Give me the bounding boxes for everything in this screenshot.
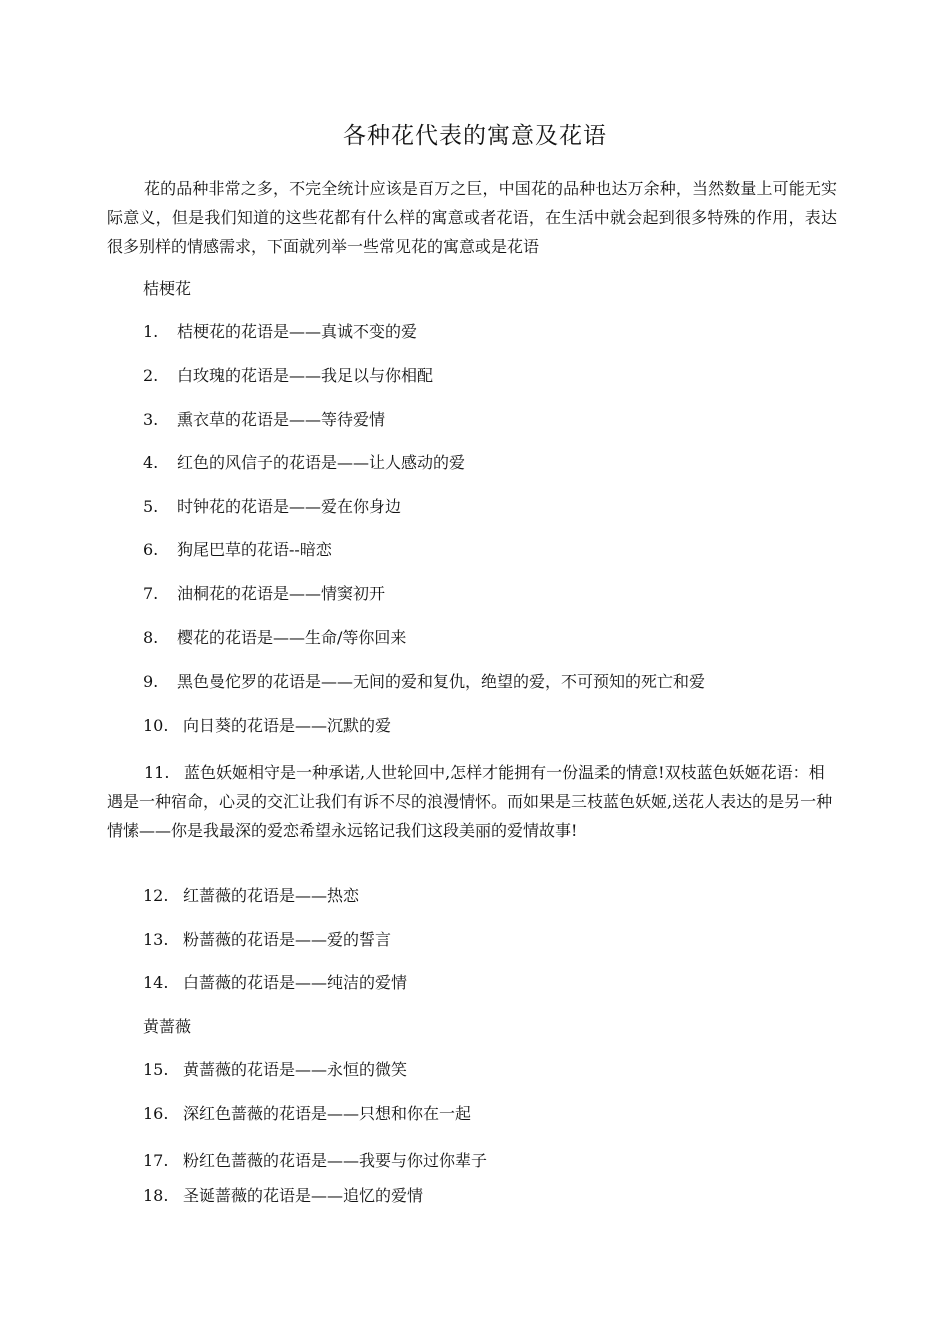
item-number: 18. (143, 1186, 169, 1205)
list-item (143, 928, 391, 952)
item-number: 9. (143, 672, 159, 691)
item-text: 圣诞蔷薇的花语是——追忆的爱情 (183, 1186, 424, 1205)
item-number: 12. (143, 886, 169, 905)
item-number: 8. (143, 628, 159, 647)
document-title: 各种花代表的寓意及花语 (343, 123, 607, 149)
list-item (143, 626, 406, 650)
list-item (143, 1149, 487, 1173)
item-text: 油桐花的花语是——情窦初开 (177, 584, 386, 603)
list-item (143, 320, 417, 344)
list-item (143, 714, 391, 738)
item-text: 白蔷薇的花语是——纯洁的爱情 (183, 973, 408, 992)
item-number: 15. (143, 1060, 169, 1079)
list-item (143, 670, 705, 694)
item-text: 向日葵的花语是——沉默的爱 (183, 716, 392, 735)
list-item (143, 364, 433, 388)
list-item (143, 538, 332, 562)
item-text: 红色的风信子的花语是——让人感动的爱 (177, 453, 466, 472)
item-number: 5. (143, 497, 159, 516)
item-text: 粉红色蔷薇的花语是——我要与你过你辈子 (183, 1151, 488, 1170)
item-number: 16. (143, 1104, 169, 1123)
item-number: 14. (143, 973, 169, 992)
item-number: 3. (143, 410, 159, 429)
item-text: 桔梗花的花语是——真诚不变的爱 (177, 322, 418, 341)
list-item (143, 582, 385, 606)
list-item (143, 971, 407, 995)
section-heading-huangqiangwei: 黄蔷薇 (143, 1017, 192, 1036)
item-text: 黄蔷薇的花语是——永恒的微笑 (183, 1060, 408, 1079)
item-number: 17. (143, 1151, 169, 1170)
item-number: 10. (143, 716, 169, 735)
item-text: 深红色蔷薇的花语是——只想和你在一起 (183, 1104, 472, 1123)
item-number: 11. (144, 763, 170, 782)
list-item-paragraph (107, 758, 837, 845)
list-item (143, 451, 465, 475)
section-heading-jiegeng: 桔梗花 (143, 279, 192, 298)
item-number: 13. (143, 930, 169, 949)
item-text: 时钟花的花语是——爱在你身边 (177, 497, 402, 516)
item-text: 黑色曼佗罗的花语是——无间的爱和复仇，绝望的爱，不可预知的死亡和爱 (177, 672, 706, 691)
intro-paragraph: 花的品种非常之多，不完全统计应该是百万之巨，中国花的品种也达万余种，当然数量上可能无实际意义，但是我们知道的这些花都有什么样的寓意或者花语，在生活中就会起到很多特殊的作用，表达很多别样的情感需求，下面就列举一些常见花的寓意或是花语 (107, 179, 837, 256)
list-item (143, 495, 401, 519)
item-number: 1. (143, 322, 159, 341)
item-text: 粉蔷薇的花语是——爱的誓言 (183, 930, 392, 949)
item-number: 4. (143, 453, 159, 472)
item-text: 狗尾巴草的花语--暗恋 (177, 540, 332, 559)
item-number: 7. (143, 584, 159, 603)
item-text: 蓝色妖姬相守是一种承诺,人世轮回中,怎样才能拥有一份温柔的情意!双枝蓝色妖姬花语：相遇是一种宿命，心灵的交汇让我们有诉不尽的浪漫情怀。而如果是三枝蓝色妖姬,送花人表达的是另一种情愫——你是我最深的爱恋希望永远铭记我们这段美丽的爱情故事! (107, 763, 833, 840)
item-text: 白玫瑰的花语是——我足以与你相配 (177, 366, 434, 385)
list-item (143, 1184, 423, 1208)
item-number: 6. (143, 540, 159, 559)
list-item (143, 884, 359, 908)
list-item (143, 408, 385, 432)
list-item (143, 1058, 407, 1082)
item-number: 2. (143, 366, 159, 385)
item-text: 樱花的花语是——生命/等你回来 (177, 628, 407, 647)
item-text: 熏衣草的花语是——等待爱情 (177, 410, 386, 429)
item-text: 红蔷薇的花语是——热恋 (183, 886, 360, 905)
list-item (143, 1102, 471, 1126)
